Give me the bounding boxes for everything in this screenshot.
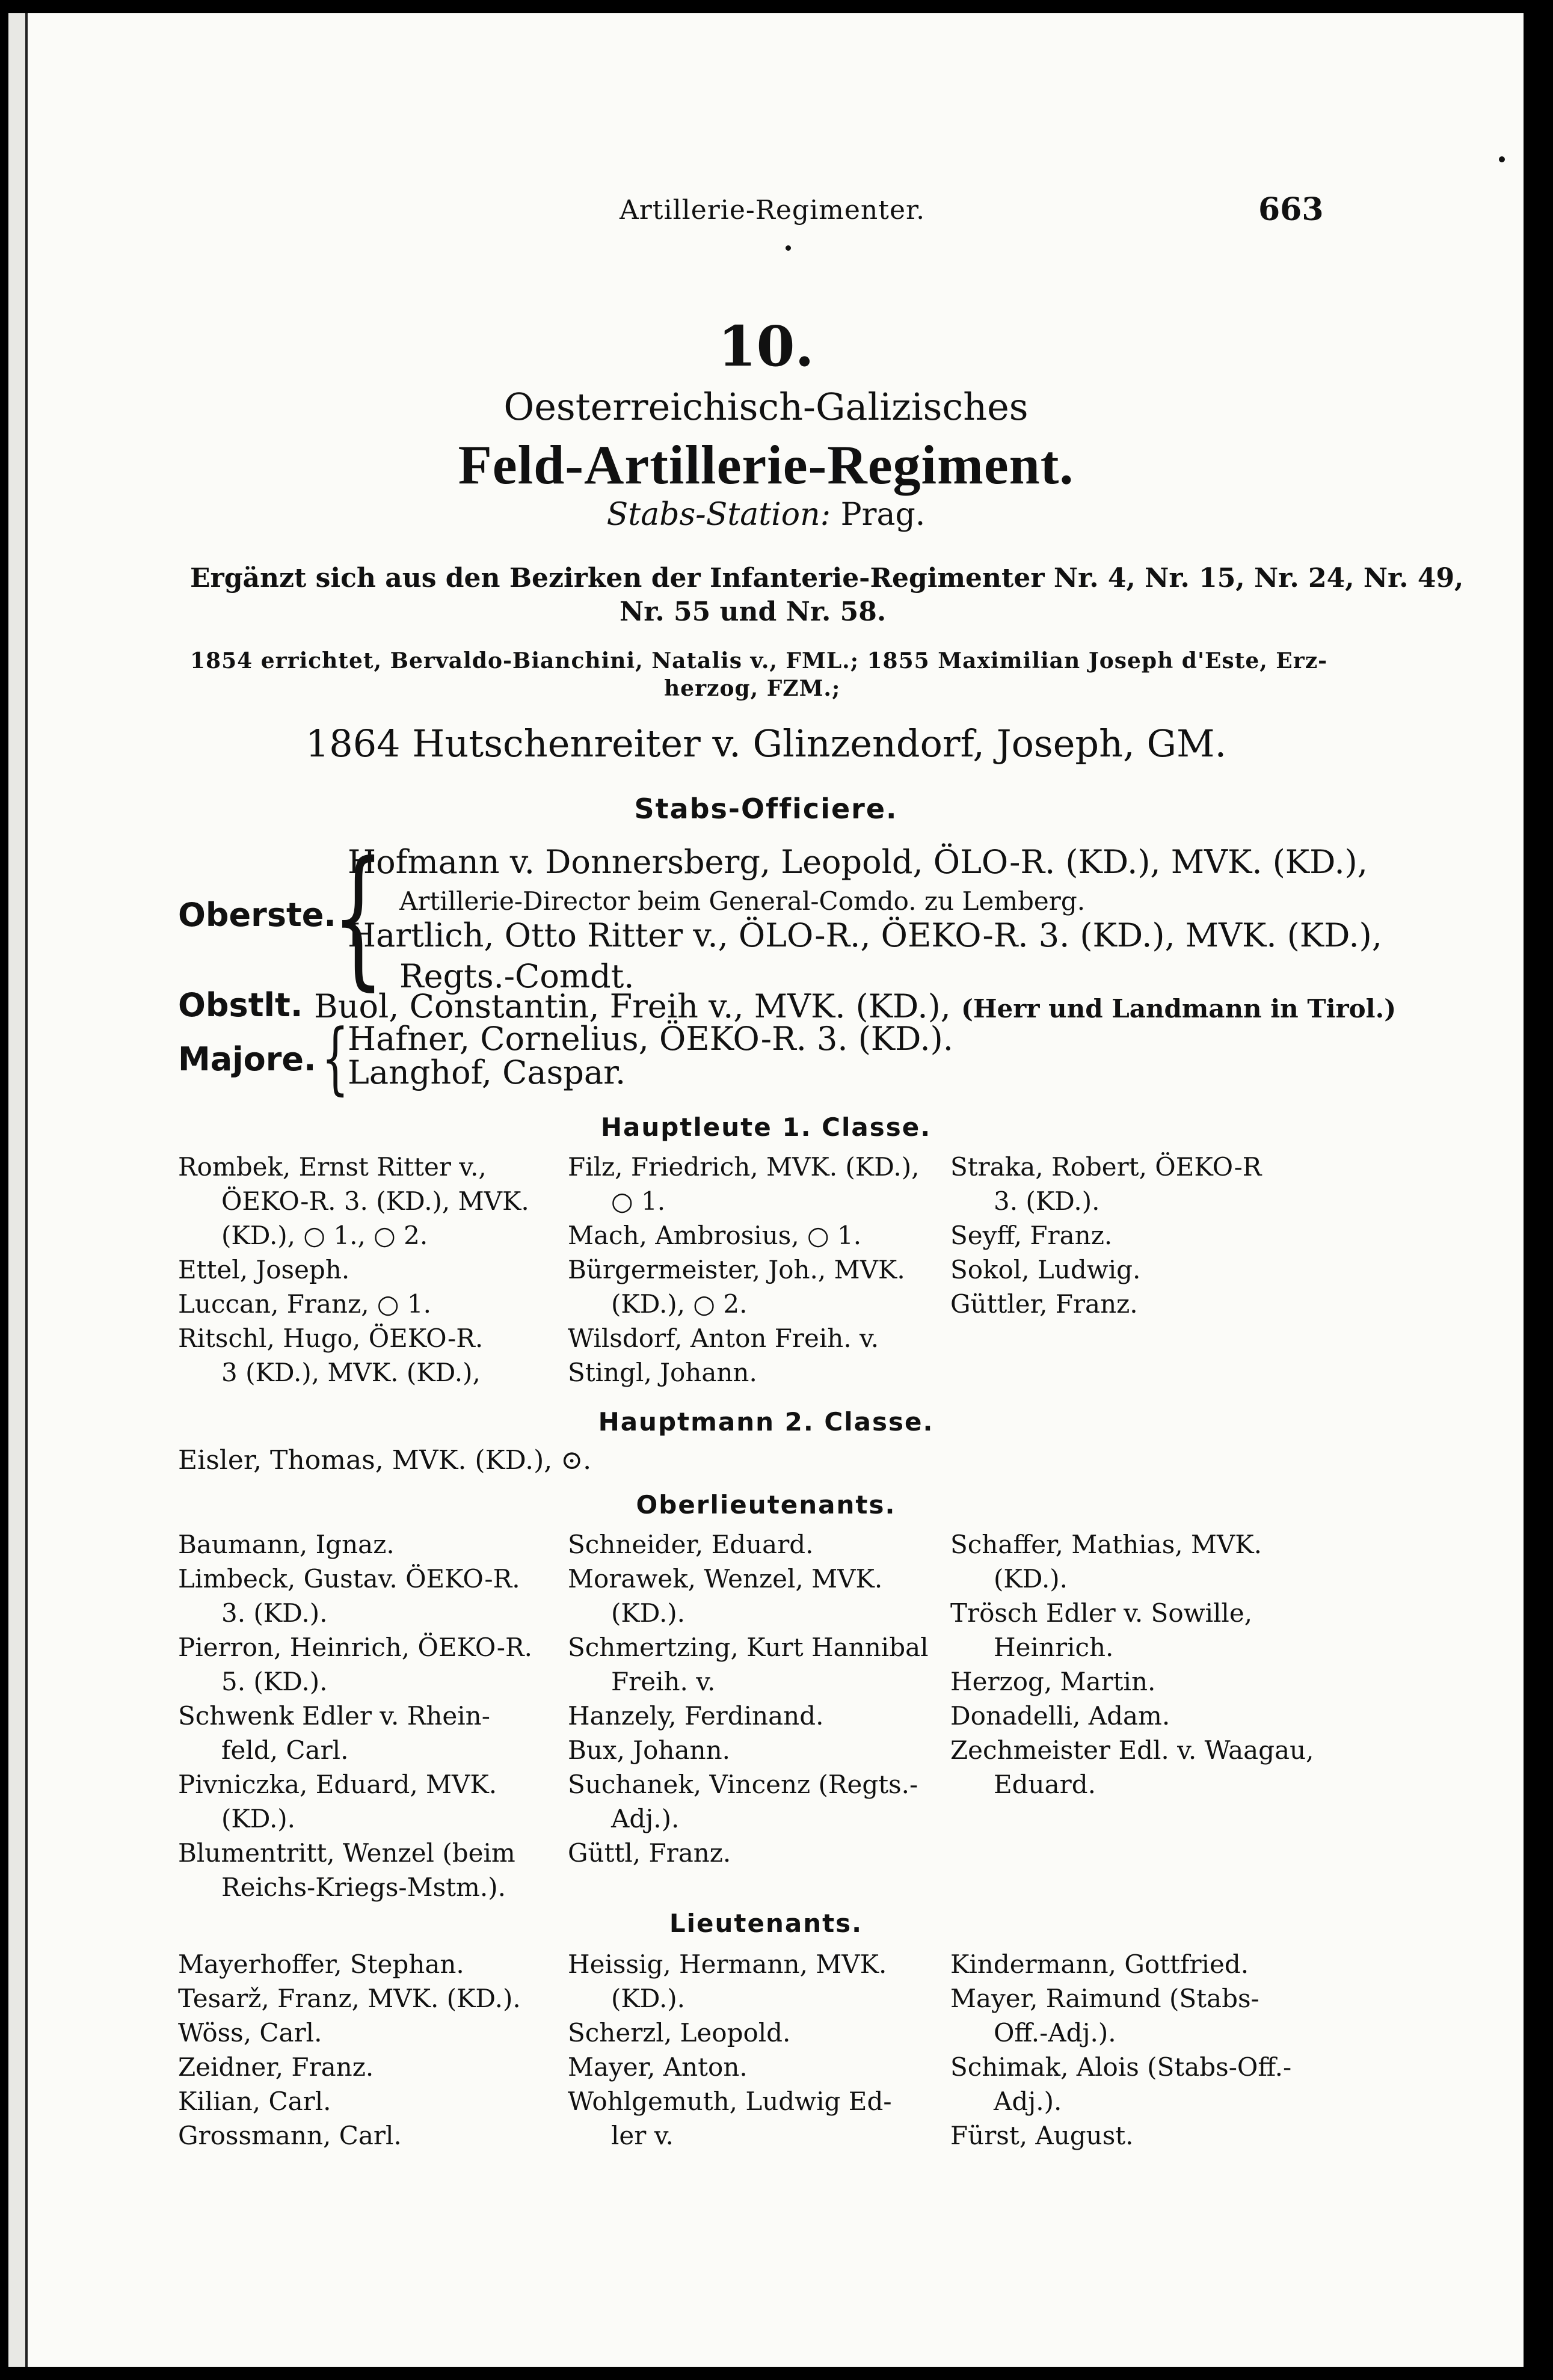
list-item: Wohlgemuth, Ludwig Ed-: [568, 2087, 892, 2116]
list-item: Pierron, Heinrich, ÖEKO-R.: [178, 1633, 532, 1662]
list-item: (KD.).: [221, 1804, 296, 1833]
list-item: Eisler, Thomas, MVK. (KD.), ⊙.: [178, 1445, 592, 1476]
list-item: Heinrich.: [994, 1633, 1114, 1662]
list-item: Wilsdorf, Anton Freih. v.: [568, 1323, 879, 1353]
list-item: Kilian, Carl.: [178, 2087, 331, 2116]
majore-brace: {: [321, 1012, 349, 1103]
list-item: Donadelli, Adam.: [950, 1701, 1170, 1731]
oberste-line-4: Regts.-Comdt.: [399, 957, 635, 995]
list-item: Ritschl, Hugo, ÖEKO-R.: [178, 1323, 484, 1353]
list-item: Reichs-Kriegs-Mstm.).: [221, 1872, 506, 1902]
list-item: Scherzl, Leopold.: [568, 2018, 791, 2047]
history-line-1: 1854 errichtet, Bervaldo-Bianchini, Natalis v., FML.; 1855 Maximilian Joseph d'Este, Erz-: [190, 648, 1328, 673]
list-item: Zechmeister Edl. v. Waagau,: [950, 1735, 1314, 1765]
list-item: (KD.).: [611, 1984, 686, 2013]
list-item: Luccan, Franz, ○ 1.: [178, 1289, 431, 1319]
oberlieutenants-heading: Oberlieutenants.: [636, 1490, 896, 1520]
list-item: Rombek, Ernst Ritter v.,: [178, 1152, 487, 1182]
list-item: Zeidner, Franz.: [178, 2052, 374, 2082]
hauptmann-2-heading: Hauptmann 2. Classe.: [598, 1407, 934, 1437]
list-item: Mayer, Raimund (Stabs-: [950, 1984, 1259, 2013]
lieutenants-col-3: [950, 1947, 1291, 2153]
list-item: Stingl, Johann.: [568, 1358, 757, 1387]
list-item: Güttl, Franz.: [568, 1838, 731, 1868]
regiment-title: Feld-Artillerie-Regiment.: [458, 434, 1074, 495]
oberste-line-1: Hofmann v. Donnersberg, Leopold, ÖLO-R. (KD.), MVK. (KD.),: [348, 843, 1368, 881]
ink-dot: [786, 245, 791, 251]
list-item: Grossmann, Carl.: [178, 2121, 402, 2150]
list-item: Bürgermeister, Joh., MVK.: [568, 1255, 905, 1284]
recruitment-line-2: Nr. 55 und Nr. 58.: [620, 597, 887, 627]
list-item: Fürst, August.: [950, 2121, 1134, 2150]
history-line-2: herzog, FZM.;: [664, 676, 841, 701]
list-item: Schwenk Edler v. Rhein-: [178, 1701, 490, 1731]
list-item: Heissig, Hermann, MVK.: [568, 1949, 887, 1979]
list-item: Mach, Ambrosius, ○ 1.: [568, 1221, 862, 1250]
list-item: Freih. v.: [611, 1667, 716, 1696]
majore-line-1: Hafner, Cornelius, ÖEKO-R. 3. (KD.).: [348, 1020, 953, 1058]
book-page: [8, 13, 1524, 2367]
oberste-brace: {: [331, 829, 385, 1004]
list-item: 3. (KD.).: [994, 1186, 1100, 1216]
list-item: ler v.: [611, 2121, 674, 2150]
recruitment-line-1: Ergänzt sich aus den Bezirken der Infanterie-Regimenter Nr. 4, Nr. 15, Nr. 24, Nr. 49,: [190, 563, 1464, 593]
list-item: ○ 1.: [611, 1186, 666, 1216]
majore-label: Majore.: [178, 1040, 316, 1078]
stabs-station-value: Prag.: [840, 497, 926, 533]
list-item: Güttler, Franz.: [950, 1289, 1138, 1319]
list-item: feld, Carl.: [221, 1735, 349, 1765]
obstlt-name: Buol, Constantin, Freih v., MVK. (KD.),: [314, 987, 951, 1025]
hauptleute-1-col-3: [950, 1150, 1261, 1321]
hauptmann-2-entry: [178, 1443, 591, 1477]
regiment-number: 10.: [718, 314, 814, 379]
list-item: Adj.).: [994, 2087, 1062, 2116]
obstlt-label: Obstlt.: [178, 986, 303, 1024]
list-item: Schneider, Eduard.: [568, 1530, 814, 1559]
list-item: Morawek, Wenzel, MVK.: [568, 1564, 883, 1593]
list-item: (KD.), ○ 2.: [611, 1289, 748, 1319]
list-item: 3. (KD.).: [221, 1598, 328, 1628]
list-item: Baumann, Ignaz.: [178, 1530, 395, 1559]
lieutenants-heading: Lieutenants.: [669, 1909, 863, 1938]
oberlieutenants-col-2: [568, 1527, 929, 1870]
list-item: Limbeck, Gustav. ÖEKO-R.: [178, 1564, 520, 1593]
majore-line-2: Langhof, Caspar.: [348, 1054, 626, 1091]
oberste-label: Oberste.: [178, 896, 336, 934]
list-item: Mayerhoffer, Stephan.: [178, 1949, 464, 1979]
list-item: Eduard.: [994, 1770, 1096, 1799]
ink-dot: [1499, 156, 1505, 162]
list-item: 3 (KD.), MVK. (KD.),: [221, 1358, 481, 1387]
list-item: ÖEKO-R. 3. (KD.), MVK.: [221, 1186, 529, 1216]
page-number: 663: [1258, 191, 1324, 228]
list-item: Adj.).: [611, 1804, 680, 1833]
list-item: Schimak, Alois (Stabs-Off.-: [950, 2052, 1292, 2082]
hauptleute-1-col-1: [178, 1150, 529, 1390]
list-item: Schaffer, Mathias, MVK.: [950, 1530, 1262, 1559]
list-item: Blumentritt, Wenzel (beim: [178, 1838, 515, 1868]
regiment-subtitle: Oesterreichisch-Galizisches: [503, 385, 1029, 429]
obstlt-note: (Herr und Landmann in Tirol.): [961, 994, 1397, 1023]
list-item: Seyff, Franz.: [950, 1221, 1113, 1250]
list-item: 5. (KD.).: [221, 1667, 328, 1696]
stabs-station: [8, 497, 1524, 533]
list-item: Filz, Friedrich, MVK. (KD.),: [568, 1152, 920, 1182]
list-item: Mayer, Anton.: [568, 2052, 748, 2082]
list-item: Schmertzing, Kurt Hannibal: [568, 1633, 929, 1662]
list-item: (KD.).: [611, 1598, 686, 1628]
stabs-officiere-heading: Stabs-Officiere.: [634, 793, 898, 825]
lieutenants-col-1: [178, 1947, 521, 2153]
list-item: Trösch Edler v. Sowille,: [950, 1598, 1253, 1628]
list-item: (KD.), ○ 1., ○ 2.: [221, 1221, 428, 1250]
regiment-commander: 1864 Hutschenreiter v. Glinzendorf, Joseph, GM.: [305, 722, 1227, 765]
oberlieutenants-col-1: [178, 1527, 532, 1904]
hauptleute-1-heading: Hauptleute 1. Classe.: [600, 1112, 932, 1142]
hauptleute-1-col-2: [568, 1150, 919, 1390]
lieutenants-col-2: [568, 1947, 892, 2153]
oberste-line-3: Hartlich, Otto Ritter v., ÖLO-R., ÖEKO-R. 3. (KD.), MVK. (KD.),: [348, 916, 1382, 954]
list-item: Kindermann, Gottfried.: [950, 1949, 1249, 1979]
list-item: Tesarž, Franz, MVK. (KD.).: [178, 1984, 521, 2013]
running-title: Artillerie-Regimenter.: [620, 195, 926, 225]
list-item: Wöss, Carl.: [178, 2018, 322, 2047]
list-item: Hanzely, Ferdinand.: [568, 1701, 824, 1731]
list-item: Pivniczka, Eduard, MVK.: [178, 1770, 497, 1799]
oberlieutenants-col-3: [950, 1527, 1314, 1802]
list-item: Ettel, Joseph.: [178, 1255, 350, 1284]
stabs-station-label: Stabs-Station:: [606, 497, 831, 533]
oberste-line-2: Artillerie-Director beim General-Comdo. zu Lemberg.: [399, 886, 1086, 916]
list-item: Sokol, Ludwig.: [950, 1255, 1141, 1284]
list-item: Herzog, Martin.: [950, 1667, 1156, 1696]
list-item: Suchanek, Vincenz (Regts.-: [568, 1770, 918, 1799]
list-item: (KD.).: [994, 1564, 1068, 1593]
list-item: Off.-Adj.).: [994, 2018, 1116, 2047]
list-item: Bux, Johann.: [568, 1735, 730, 1765]
list-item: Straka, Robert, ÖEKO-R: [950, 1152, 1262, 1182]
